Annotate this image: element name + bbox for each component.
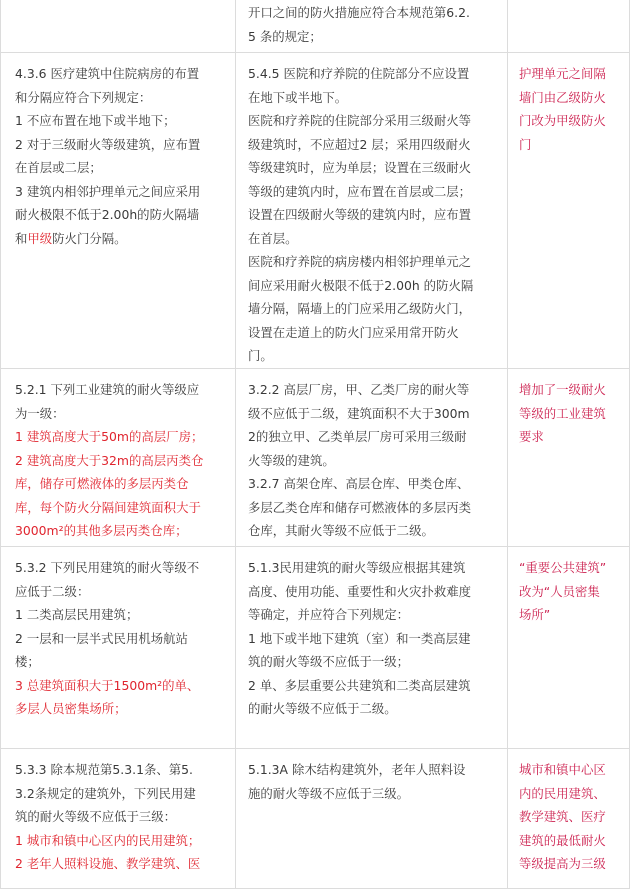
text-line: 墙分隔，隔墙上的门应采用乙级防火门， <box>248 301 472 316</box>
new-clause-cell <box>236 748 508 888</box>
old-clause-cell <box>0 546 236 748</box>
text-line: 5.4.5 医院和疗养院的住院部分不应设置 <box>248 66 470 81</box>
note-line: “重要公共建筑” <box>519 560 607 575</box>
text-line: 耐火极限不低于2.00h的防火隔墙 <box>15 207 200 222</box>
old-clause-cell <box>0 368 236 546</box>
text-line: 2 一层和一层半式民用机场航站 <box>15 630 188 646</box>
text-line: 5.3.2 下列民用建筑的耐火等级不 <box>15 560 200 575</box>
text-line: 4.3.6 医疗建筑中住院病房的布置 <box>15 66 200 81</box>
text-line: 等确定，并应符合下列规定： <box>248 607 410 622</box>
note-line: 等级的工业建筑 <box>519 405 606 421</box>
note-line: 墙门由乙级防火 <box>519 89 606 105</box>
text-line: 在首层。 <box>248 230 298 246</box>
text-line: 施的耐火等级不应低于三级。 <box>248 785 410 801</box>
changed-text-highlight: 1 建筑高度大于50m的高层厂房； <box>15 429 204 444</box>
text-line: 筑的耐火等级不应低于一级； <box>248 654 410 669</box>
text-segment: 防火门分隔。 <box>52 230 127 246</box>
text-line: 5 条的规定； <box>248 28 322 44</box>
new-clause-cell <box>236 0 508 52</box>
text-line: 医院和疗养院的病房楼内相邻护理单元之 <box>248 254 472 269</box>
changed-text-highlight: 2 建筑高度大于32m的高层丙类仓 <box>15 452 204 468</box>
note-line: 要求 <box>519 429 544 444</box>
changed-text-highlight: 甲级 <box>27 230 53 246</box>
text-line: 等级建筑时，应为单层；设置在三级耐火 <box>248 160 472 175</box>
new-clause-cell <box>236 546 508 748</box>
note-line: 门改为甲级防火 <box>519 113 606 128</box>
table-row <box>0 368 630 547</box>
text-line: 5.3.3 除本规范第5.3.1条、第5. <box>15 762 193 777</box>
text-line: 楼； <box>15 654 40 669</box>
new-clause-cell <box>236 52 508 368</box>
text-line: 设置在走道上的防火门应采用常开防火 <box>248 324 459 340</box>
table-row <box>0 52 630 369</box>
changed-text-highlight: 库，储存可燃液体的多层丙类仓 <box>15 476 189 491</box>
table-row <box>0 0 630 53</box>
text-line: 门。 <box>248 348 273 363</box>
changed-text-highlight: 2 老年人照料设施、教学建筑、医 <box>15 856 201 871</box>
change-note-cell <box>508 0 630 52</box>
old-clause-cell <box>0 0 236 52</box>
changed-text-highlight: 多层人员密集场所； <box>15 701 127 716</box>
text-line: 5.1.3A 除木结构建筑外，老年人照料设 <box>248 762 466 777</box>
note-line: 城市和镇中心区 <box>519 762 606 777</box>
text-line: 开口之间的防火措施应符合本规范第6.2. <box>248 5 470 20</box>
change-note-cell <box>508 52 630 368</box>
text-line: 2的独立甲、乙类单层厂房可采用三级耐 <box>248 429 467 444</box>
note-line: 场所” <box>519 607 551 622</box>
text-line: 设置在四级耐火等级的建筑内时，应布置 <box>248 207 472 222</box>
text-line: 级建筑时，不应超过2 层；采用四级耐火 <box>248 136 471 152</box>
change-note-cell <box>508 546 630 748</box>
old-clause-cell <box>0 52 236 368</box>
text-line: 高度、使用功能、重要性和火灾扑救难度 <box>248 583 472 599</box>
text-line: 的耐火等级不应低于二级。 <box>248 701 397 716</box>
text-line: 筑的耐火等级不应低于三级： <box>15 809 177 824</box>
text-line: 在地下或半地下。 <box>248 89 348 105</box>
changed-text-highlight: 3 总建筑面积大于1500m²的单、 <box>15 677 200 693</box>
text-line: 5.2.1 下列工业建筑的耐火等级应 <box>15 382 200 397</box>
changed-text-highlight: 库，每个防火分隔间建筑面积大于 <box>15 499 201 515</box>
text-line: 1 不应布置在地下或半地下； <box>15 113 176 128</box>
old-clause-cell <box>0 748 236 888</box>
new-clause-cell <box>236 368 508 546</box>
table-row <box>0 748 630 889</box>
text-line: 2 单、多层重要公共建筑和二类高层建筑 <box>248 677 471 693</box>
note-line: 增加了一级耐火 <box>519 382 606 397</box>
text-line: 3.2.7 高架仓库、高层仓库、甲类仓库、 <box>248 476 470 491</box>
change-note-cell <box>508 368 630 546</box>
text-line: 火等级的建筑。 <box>248 452 335 468</box>
text-line: 仓库，其耐火等级不应低于二级。 <box>248 523 434 538</box>
text-line: 应低于二级： <box>15 583 90 599</box>
note-line: 护理单元之间隔 <box>519 66 606 81</box>
text-line: 1 二类高层民用建筑； <box>15 607 139 622</box>
note-line: 教学建筑、医疗 <box>519 809 606 824</box>
text-line: 为一级： <box>15 405 65 421</box>
text-segment: 和 <box>15 230 28 246</box>
text-line: 1 地下或半地下建筑（室）和一类高层建 <box>248 630 471 646</box>
text-line: 2 对于三级耐火等级建筑，应布置 <box>15 136 201 152</box>
note-line: 门 <box>519 136 532 152</box>
change-note-cell <box>508 748 630 888</box>
changed-text-highlight: 3000m²的其他多层丙类仓库； <box>15 523 188 538</box>
note-line: 等级提高为三级 <box>519 856 606 871</box>
text-line <box>15 227 223 251</box>
text-line: 3.2.2 高层厂房，甲、乙类厂房的耐火等 <box>248 382 470 397</box>
text-line: 多层乙类仓库和储存可燃液体的多层丙类 <box>248 499 472 515</box>
text-line: 3 建筑内相邻护理单元之间应采用 <box>15 183 201 199</box>
text-line: 在首层或二层； <box>15 160 102 175</box>
text-line: 间应采用耐火极限不低于2.00h 的防火隔 <box>248 277 474 293</box>
text-line: 5.1.3民用建筑的耐火等级应根据其建筑 <box>248 560 466 575</box>
table-row <box>0 546 630 749</box>
note-line: 建筑的最低耐火 <box>519 832 606 848</box>
text-line: 医院和疗养院的住院部分采用三级耐火等 <box>248 113 472 128</box>
text-line: 3.2条规定的建筑外，下列民用建 <box>15 785 196 801</box>
text-line: 和分隔应符合下列规定： <box>15 89 152 105</box>
note-line: 内的民用建筑、 <box>519 785 606 801</box>
note-line: 改为“人员密集 <box>519 583 600 599</box>
changed-text-highlight: 1 城市和镇中心区内的民用建筑； <box>15 832 201 848</box>
text-line: 等级的建筑内时，应布置在首层或二层； <box>248 183 472 199</box>
text-line: 级不应低于二级，建筑面积不大于300m <box>248 405 470 421</box>
